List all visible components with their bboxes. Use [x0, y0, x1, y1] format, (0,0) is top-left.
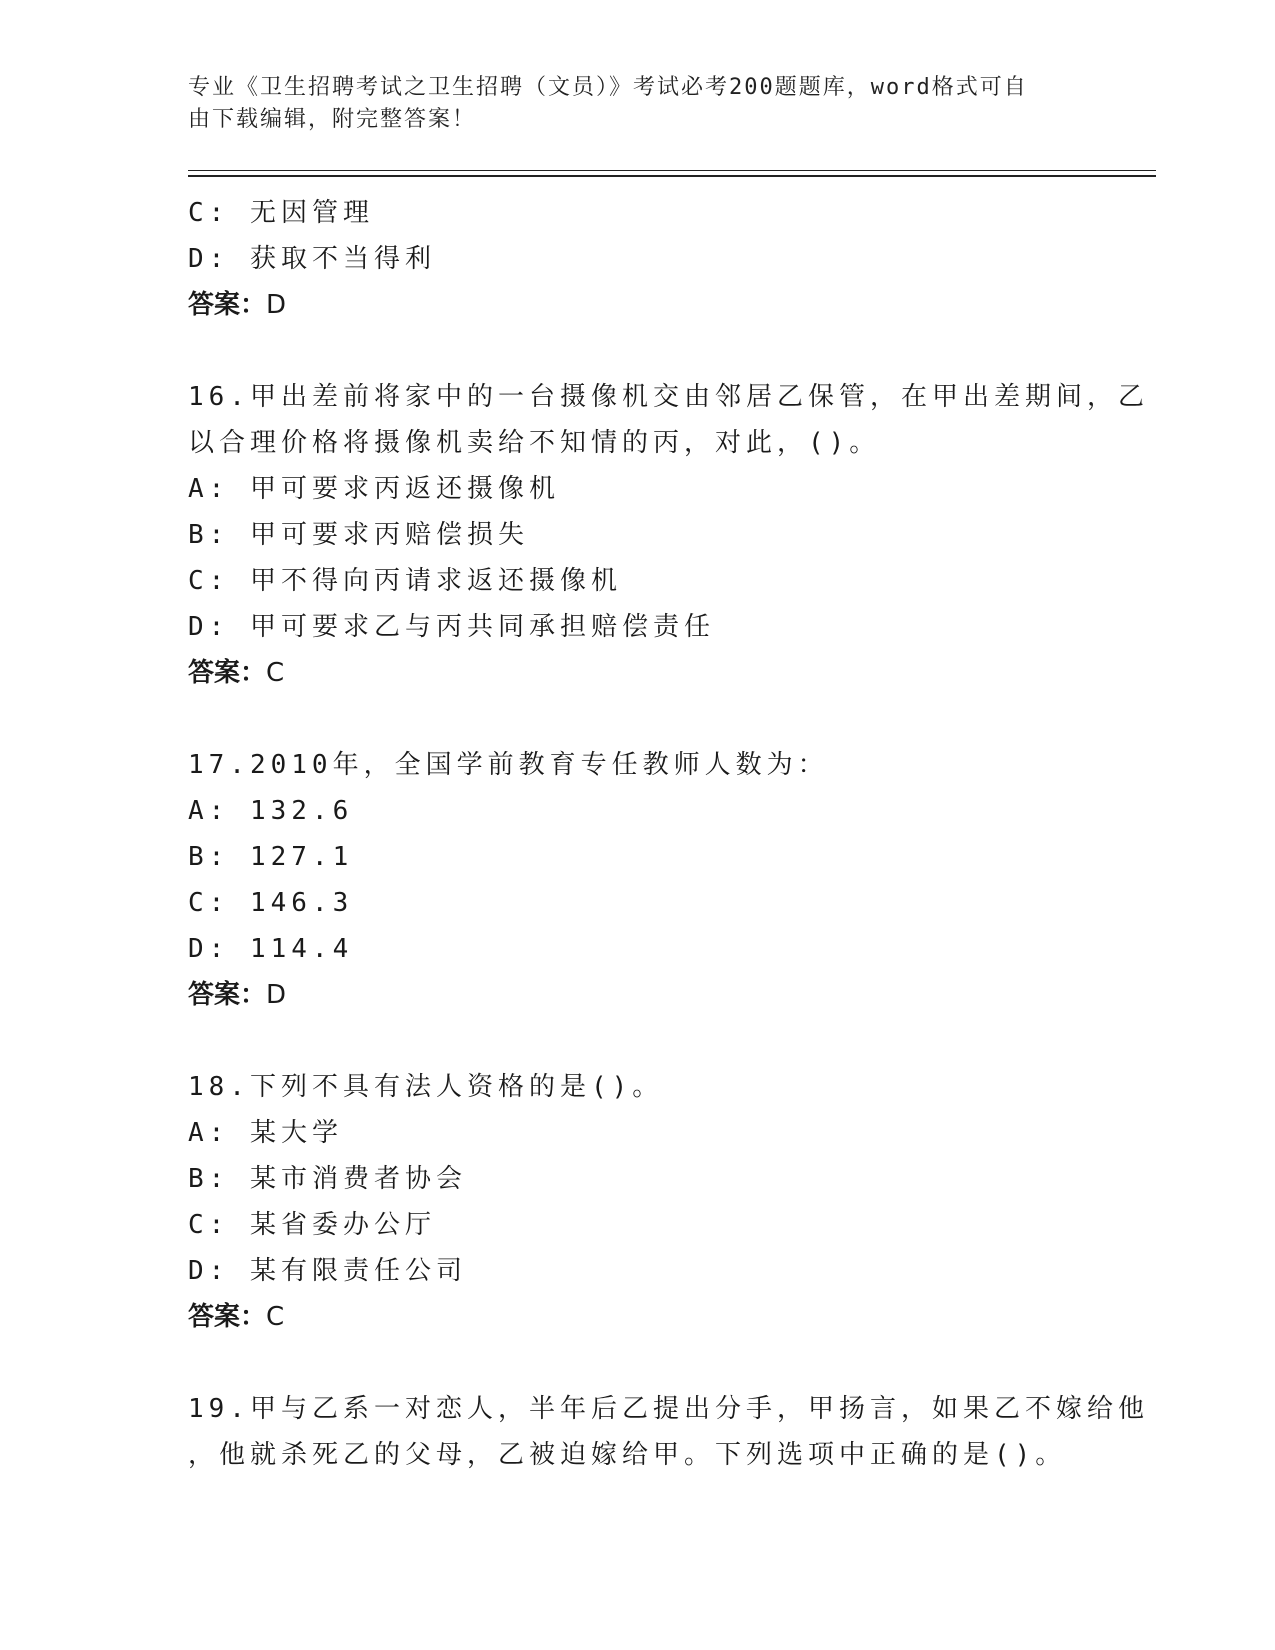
q17-answer	[188, 972, 1088, 1018]
answer-value: D	[266, 980, 287, 1010]
document-header	[188, 72, 1068, 136]
q17-option-b: B: 127.1	[188, 842, 354, 872]
answer-value: D	[266, 290, 287, 320]
q17-stem-line-1: 17.2010年，全国学前教育专任教师人数为：	[188, 750, 829, 780]
q16-option-a: A: 甲可要求丙返还摄像机	[188, 474, 560, 504]
q17-option-a: A: 132.6	[188, 796, 354, 826]
q18-option-c: C: 某省委办公厅	[188, 1210, 436, 1240]
header-line-1: 专业《卫生招聘考试之卫生招聘（文员）》考试必考200题题库，word格式可自	[188, 75, 1028, 100]
answer-label: 答案：	[188, 980, 267, 1010]
q18-stem-line-1: 18.下列不具有法人资格的是()。	[188, 1072, 664, 1102]
q16-option-b: B: 甲可要求丙赔偿损失	[188, 520, 529, 550]
answer-label: 答案：	[188, 290, 267, 320]
header-rule-thin	[188, 170, 1156, 171]
q19-stem-line-2: ，他就杀死乙的父母，乙被迫嫁给甲。下列选项中正确的是()。	[188, 1440, 1067, 1470]
answer-label: 答案：	[188, 658, 267, 688]
q16-option-d: D: 甲可要求乙与丙共同承担赔偿责任	[188, 612, 715, 642]
q15-option-d: D: 获取不当得利	[188, 244, 436, 274]
q17-option-d: D: 114.4	[188, 934, 354, 964]
q18-option-d: D: 某有限责任公司	[188, 1256, 467, 1286]
header-rule-thick	[188, 175, 1156, 177]
q16-answer	[188, 650, 1088, 696]
answer-value: C	[266, 1302, 285, 1332]
q19-stem-line-1: 19.甲与乙系一对恋人，半年后乙提出分手，甲扬言，如果乙不嫁给他	[188, 1394, 1149, 1424]
q15-answer	[188, 282, 1088, 328]
answer-value: C	[266, 658, 285, 688]
header-line-2: 由下载编辑，附完整答案！	[188, 107, 477, 132]
q15-option-c: C: 无因管理	[188, 198, 374, 228]
q18-answer	[188, 1294, 1088, 1340]
q16-stem-line-1: 16.甲出差前将家中的一台摄像机交由邻居乙保管，在甲出差期间，乙	[188, 382, 1149, 412]
q17-option-c: C: 146.3	[188, 888, 354, 918]
document-body	[188, 190, 1149, 1478]
q18-option-b: B: 某市消费者协会	[188, 1164, 467, 1194]
q18-option-a: A: 某大学	[188, 1118, 343, 1148]
q16-option-c: C: 甲不得向丙请求返还摄像机	[188, 566, 622, 596]
q16-stem-line-2: 以合理价格将摄像机卖给不知情的丙，对此，()。	[188, 428, 881, 458]
answer-label: 答案：	[188, 1302, 267, 1332]
